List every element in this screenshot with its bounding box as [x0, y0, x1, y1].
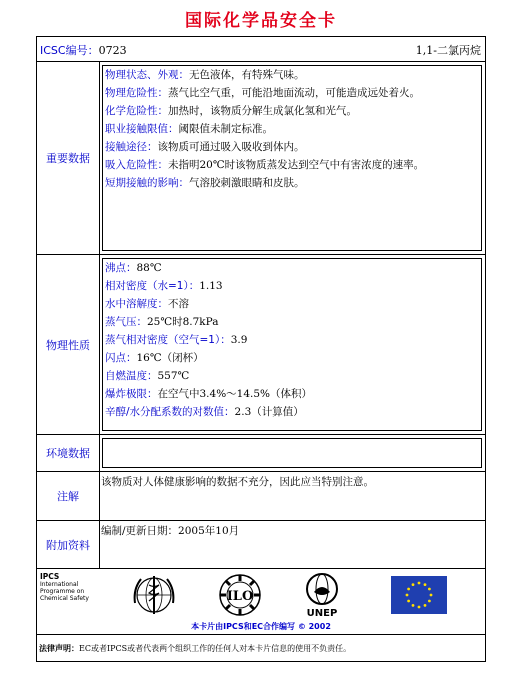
section-label: 物理性质 [37, 255, 100, 434]
section-label: 附加资料 [37, 521, 100, 568]
icsc-code [40, 42, 127, 58]
who-logo-icon [132, 573, 176, 617]
list-item: 接触途径：该物质可通过吸入吸收到体内。 [105, 141, 305, 153]
list-item: 辛醇/水分配系数的对数值：2.3（计算值） [105, 406, 304, 418]
logos-row [37, 569, 485, 635]
list-item: 水中溶解度：不溶 [105, 298, 189, 310]
legal-statement: 法律声明：EC或者IPCS或者代表两个组织工作的任何人对本卡片信息的使用不负责任。 [39, 644, 352, 653]
ipcs-logo: IPCS International Programme on Chemical Safety [40, 572, 89, 602]
section-label: 环境数据 [37, 435, 100, 471]
list-item: 沸点：88℃ [105, 262, 162, 274]
section-physical [37, 255, 485, 435]
notes-text: 该物质对人体健康影响的数据不充分，因此应当特别注意。 [101, 476, 374, 488]
list-item: 物理状态、外观：无色液体，有特殊气味。 [105, 69, 305, 81]
icsc-code-label: ICSC编号： [40, 44, 99, 57]
eu-flag-icon [391, 576, 447, 614]
list-item: 职业接触限值：阈限值未制定标准。 [105, 123, 273, 135]
card-frame [36, 36, 486, 662]
list-item: 相对密度（水=1）：1.13 [105, 280, 223, 292]
list-item: 物理危险性：蒸气比空气重，可能沿地面流动，可能造成远处着火。 [105, 87, 420, 99]
section-environment [37, 435, 485, 472]
section-label: 注解 [37, 472, 100, 520]
physical-box [102, 258, 482, 431]
environment-box [102, 438, 482, 468]
svg-text:ILO: ILO [226, 589, 254, 604]
list-item: 闪点：16℃（闭杯） [105, 352, 204, 364]
card-title: 国际化学品安全卡 [185, 11, 337, 31]
section-extra [37, 521, 485, 569]
icsc-code-value: 0723 [98, 44, 127, 57]
section-important [37, 62, 485, 255]
list-item: 爆炸极限：在空气中3.4%～14.5%（体积） [105, 388, 313, 400]
unep-logo-icon [302, 572, 342, 608]
chemical-name: 1,1-二氯丙烷 [415, 44, 481, 57]
list-item: 蒸气相对密度（空气=1）：3.9 [105, 334, 248, 346]
list-item: 蒸气压：25℃时8.7kPa [105, 316, 219, 328]
card-header [37, 37, 485, 62]
list-item: 自燃温度：557℃ [105, 370, 190, 382]
credit-text: 本卡片由IPCS和EC合作编写 © 2002 [191, 622, 331, 631]
section-label: 重要数据 [37, 62, 100, 254]
ilo-logo-icon [217, 573, 263, 617]
section-notes [37, 472, 485, 521]
list-item: 化学危险性：加热时，该物质分解生成氯化氢和光气。 [105, 105, 357, 117]
important-box [102, 65, 482, 251]
list-item: 吸入危险性：未指明20℃时该物质蒸发达到空气中有害浓度的速率。 [105, 159, 425, 171]
unep-label: UNEP [306, 608, 338, 619]
update-date: 编制/更新日期：2005年10月 [101, 525, 240, 537]
list-item: 短期接触的影响：气溶胶刺激眼睛和皮肤。 [105, 177, 305, 189]
